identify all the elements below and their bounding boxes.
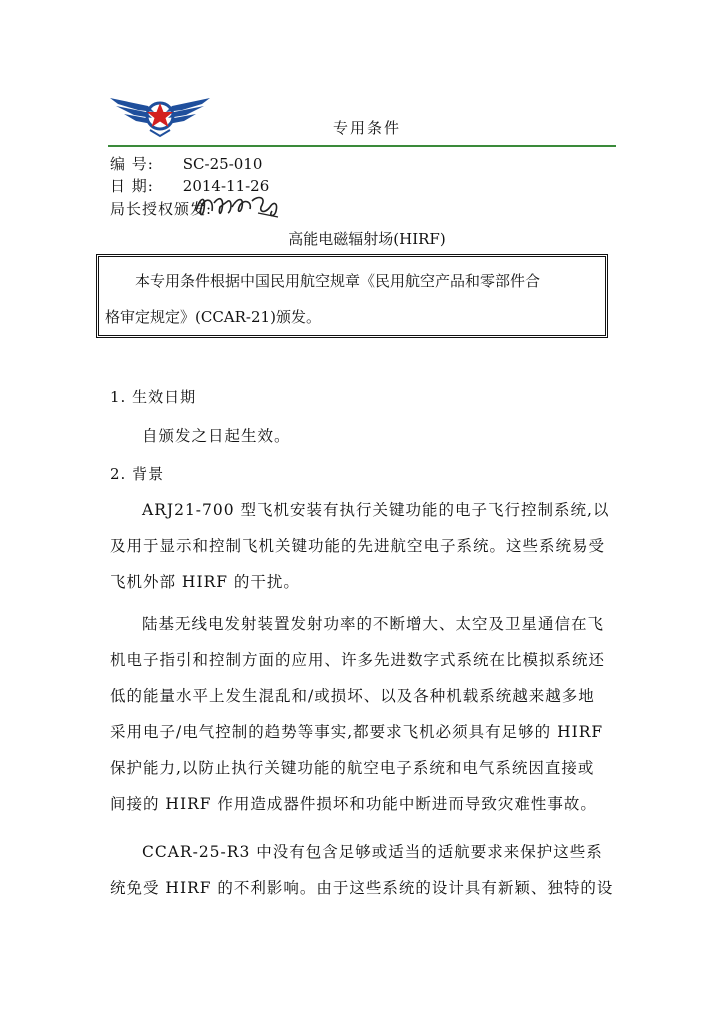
paragraph-line: 机电子指引和控制方面的应用、许多先进数字式系统在比模拟系统还 xyxy=(110,651,606,669)
paragraph-line: 陆基无线电发射装置发射功率的不断增大、太空及卫星通信在飞 xyxy=(142,615,605,633)
meta-date-value: 2014-11-26 xyxy=(182,177,270,195)
notice-box xyxy=(96,254,608,338)
paragraph-background-3 xyxy=(110,834,616,906)
section-heading-background: 2. 背景 xyxy=(110,465,165,483)
section-heading-effective-date: 1. 生效日期 xyxy=(110,388,197,406)
notice-line-1: 本专用条件根据中国民用航空规章《民用航空产品和零部件合 xyxy=(135,272,541,290)
paragraph-background-1 xyxy=(110,492,616,600)
header-title: 专用条件 xyxy=(332,119,401,137)
paragraph-line: 及用于显示和控制飞机关键功能的先进航空电子系统。这些系统易受 xyxy=(110,537,606,555)
paragraph-line: 统免受 HIRF 的不利影响。由于这些系统的设计具有新颖、独特的设 xyxy=(110,879,614,897)
paragraph-line: CCAR-25-R3 中没有包含足够或适当的适航要求来保护这些系 xyxy=(142,843,603,861)
paragraph-line: 保护能力,以防止执行关键功能的航空电子系统和电气系统因直接或 xyxy=(110,759,595,777)
paragraph-background-2 xyxy=(110,606,616,822)
notice-line-2: 格审定规定》(CCAR-21)颁发。 xyxy=(105,308,321,326)
paragraph-line: 采用电子/电气控制的趋势等事实,都要求飞机必须具有足够的 HIRF xyxy=(110,723,604,741)
meta-number-line xyxy=(110,154,262,174)
paragraph-line: 飞机外部 HIRF 的干扰。 xyxy=(110,573,300,591)
meta-authorization-label: 局长授权颁发: xyxy=(110,200,213,218)
meta-number-label: 编 号: xyxy=(110,155,154,173)
handwritten-signature xyxy=(192,191,284,221)
meta-number-value: SC-25-010 xyxy=(182,155,263,173)
paragraph-line: 间接的 HIRF 作用造成器件损坏和功能中断进而导致灾难性事故。 xyxy=(110,795,597,813)
paragraph-line: ARJ21-700 型飞机安装有执行关键功能的电子飞行控制系统,以 xyxy=(142,501,610,519)
paragraph-effective-date xyxy=(110,418,616,454)
meta-date-label: 日 期: xyxy=(110,177,154,195)
header-divider xyxy=(108,145,616,147)
paragraph-line: 低的能量水平上发生混乱和/或损坏、以及各种机载系统越来越多地 xyxy=(110,687,595,705)
document-title: 高能电磁辐射场(HIRF) xyxy=(288,230,446,248)
paragraph-line: 自颁发之日起生效。 xyxy=(142,427,291,445)
